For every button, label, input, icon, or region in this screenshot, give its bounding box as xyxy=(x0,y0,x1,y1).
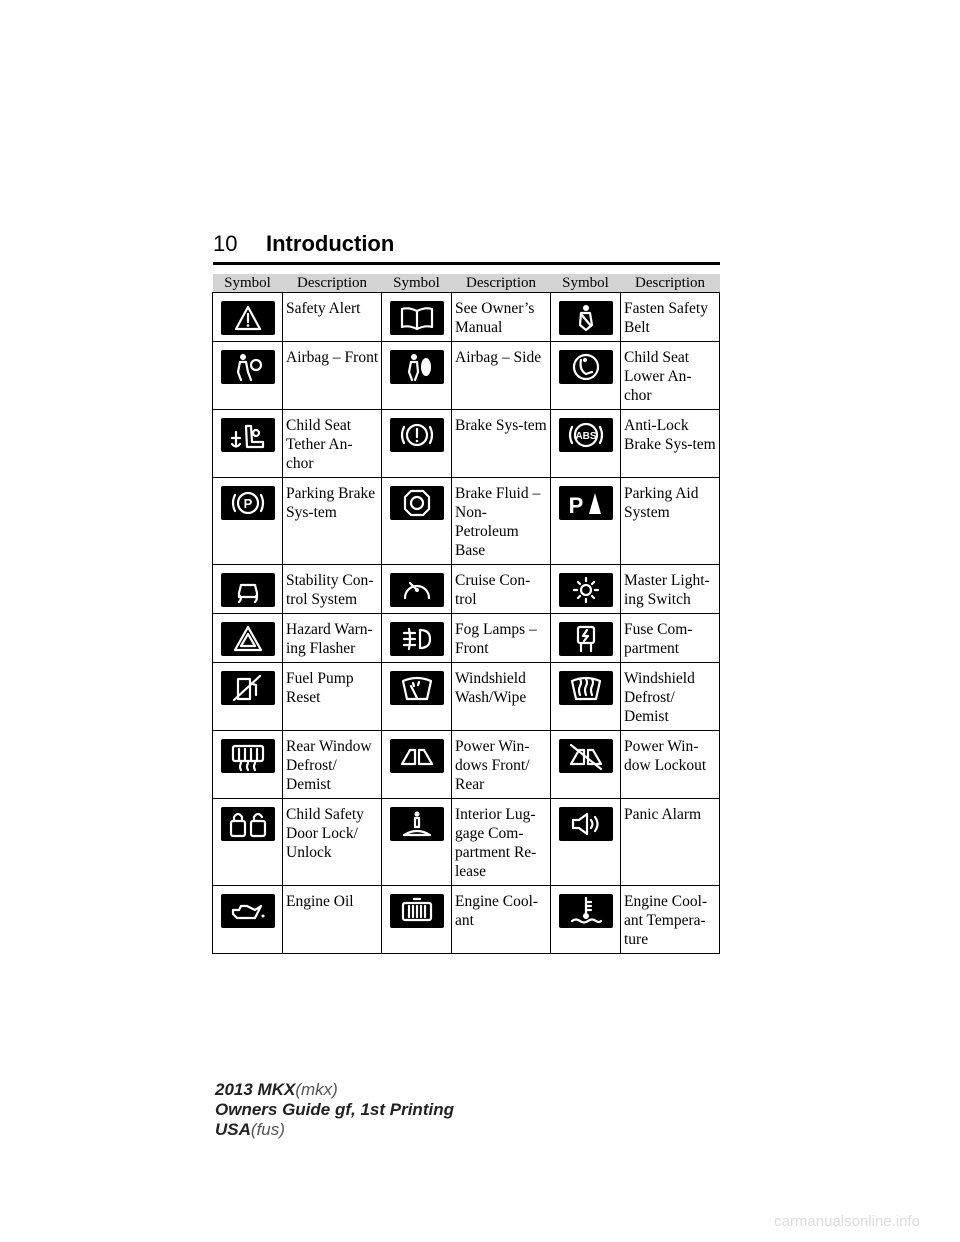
description-cell: Fasten Safety Belt xyxy=(621,293,720,342)
footer-market: USA xyxy=(215,1120,251,1139)
footer-guide: Owners Guide gf, 1st Printing xyxy=(215,1100,454,1119)
description-cell: Stability Con-trol System xyxy=(283,565,382,614)
column-header: Description xyxy=(621,274,720,293)
description-cell: Windshield Wash/Wipe xyxy=(452,663,551,731)
windshield-defrost-icon xyxy=(559,671,613,705)
svg-text:P: P xyxy=(243,496,252,511)
column-header: Symbol xyxy=(382,274,452,293)
engine-oil-icon xyxy=(221,894,275,928)
page-header xyxy=(213,230,720,265)
symbol-cell xyxy=(213,565,283,614)
warning-triangle-icon xyxy=(221,301,275,335)
airbag-front-icon xyxy=(221,350,275,384)
table-row xyxy=(213,799,720,886)
symbol-cell xyxy=(382,293,452,342)
symbol-cell xyxy=(551,478,621,565)
column-header: Symbol xyxy=(213,274,283,293)
symbol-cell xyxy=(382,410,452,478)
description-cell: Engine Oil xyxy=(283,886,382,954)
description-cell: Brake Sys-tem xyxy=(452,410,551,478)
table-row xyxy=(213,731,720,799)
footer-model-code: (mkx) xyxy=(295,1080,338,1099)
table-header-row xyxy=(213,274,720,293)
description-cell: Master Light-ing Switch xyxy=(621,565,720,614)
child-lock-icon xyxy=(221,807,275,841)
table-row xyxy=(213,342,720,410)
svg-text:P: P xyxy=(568,493,583,518)
power-windows-icon xyxy=(390,739,444,773)
symbol-cell xyxy=(213,886,283,954)
description-cell: Engine Cool-ant xyxy=(452,886,551,954)
symbols-table xyxy=(212,274,720,954)
description-cell: Child Seat Tether An-chor xyxy=(283,410,382,478)
description-cell: Power Win-dow Lockout xyxy=(621,731,720,799)
description-cell: Fuse Com-partment xyxy=(621,614,720,663)
description-cell: Panic Alarm xyxy=(621,799,720,886)
symbol-cell xyxy=(213,342,283,410)
description-cell: Fog Lamps – Front xyxy=(452,614,551,663)
symbol-cell xyxy=(213,731,283,799)
trunk-release-icon xyxy=(390,807,444,841)
parking-aid-icon xyxy=(559,486,613,520)
seatbelt-icon xyxy=(559,301,613,335)
rear-defrost-icon xyxy=(221,739,275,773)
footer-model: 2013 MKX xyxy=(215,1080,296,1099)
symbol-cell xyxy=(551,731,621,799)
table-row xyxy=(213,565,720,614)
description-cell: Parking Aid System xyxy=(621,478,720,565)
description-cell: Airbag – Front xyxy=(283,342,382,410)
description-cell: Rear Window Defrost/ Demist xyxy=(283,731,382,799)
symbol-cell xyxy=(213,614,283,663)
fuse-icon xyxy=(559,622,613,656)
page-number: 10 xyxy=(213,231,238,256)
table-row xyxy=(213,614,720,663)
description-cell: Power Win-dows Front/ Rear xyxy=(452,731,551,799)
description-cell: Windshield Defrost/ Demist xyxy=(621,663,720,731)
description-cell: Airbag – Side xyxy=(452,342,551,410)
description-cell: Hazard Warn-ing Flasher xyxy=(283,614,382,663)
symbol-cell xyxy=(382,731,452,799)
abs-icon xyxy=(559,418,613,452)
svg-text:ABS: ABS xyxy=(574,431,597,442)
table-row xyxy=(213,410,720,478)
symbol-cell xyxy=(382,565,452,614)
coolant-temp-icon xyxy=(559,894,613,928)
symbol-cell xyxy=(213,478,283,565)
symbol-cell xyxy=(551,886,621,954)
description-cell: Cruise Con-trol xyxy=(452,565,551,614)
parking-brake-icon xyxy=(221,486,275,520)
table-row xyxy=(213,478,720,565)
window-lockout-icon xyxy=(559,739,613,773)
brake-fluid-icon xyxy=(390,486,444,520)
table-row xyxy=(213,886,720,954)
symbol-cell xyxy=(382,342,452,410)
cruise-control-icon xyxy=(390,573,444,607)
symbol-cell xyxy=(551,663,621,731)
symbol-cell xyxy=(382,614,452,663)
column-header: Symbol xyxy=(551,274,621,293)
symbol-cell xyxy=(551,614,621,663)
child-seat-anchor-icon xyxy=(559,350,613,384)
description-cell: Interior Lug-gage Com-partment Re-lease xyxy=(452,799,551,886)
symbol-cell xyxy=(551,565,621,614)
table-row xyxy=(213,663,720,731)
brake-system-icon xyxy=(390,418,444,452)
description-cell: Brake Fluid – Non-Petroleum Base xyxy=(452,478,551,565)
description-cell: Child Safety Door Lock/ Unlock xyxy=(283,799,382,886)
engine-coolant-icon xyxy=(390,894,444,928)
symbol-cell xyxy=(382,478,452,565)
table-row xyxy=(213,293,720,342)
column-header: Description xyxy=(283,274,382,293)
symbol-cell xyxy=(213,293,283,342)
symbol-cell xyxy=(551,293,621,342)
description-cell: Parking Brake Sys-tem xyxy=(283,478,382,565)
symbol-cell xyxy=(382,886,452,954)
child-seat-tether-icon xyxy=(221,418,275,452)
description-cell: Safety Alert xyxy=(283,293,382,342)
fuel-pump-reset-icon xyxy=(221,671,275,705)
description-cell: Child Seat Lower An-chor xyxy=(621,342,720,410)
description-cell: Anti-Lock Brake Sys-tem xyxy=(621,410,720,478)
panic-alarm-icon xyxy=(559,807,613,841)
fog-lamp-icon xyxy=(390,622,444,656)
description-cell: Engine Cool-ant Tempera-ture xyxy=(621,886,720,954)
symbol-cell xyxy=(551,410,621,478)
symbol-cell xyxy=(551,342,621,410)
windshield-wash-icon xyxy=(390,671,444,705)
stability-control-icon xyxy=(221,573,275,607)
symbol-cell xyxy=(382,663,452,731)
description-cell: See Owner’s Manual xyxy=(452,293,551,342)
description-cell: Fuel Pump Reset xyxy=(283,663,382,731)
footer-market-code: (fus) xyxy=(250,1120,285,1139)
master-lighting-icon xyxy=(559,573,613,607)
column-header: Description xyxy=(452,274,551,293)
section-title: Introduction xyxy=(266,231,395,256)
watermark: carmanualsonline.info xyxy=(774,1213,920,1230)
symbol-cell xyxy=(213,410,283,478)
print-footer xyxy=(215,1080,454,1140)
symbol-cell xyxy=(213,799,283,886)
symbol-cell xyxy=(551,799,621,886)
symbol-cell xyxy=(382,799,452,886)
airbag-side-icon xyxy=(390,350,444,384)
book-icon xyxy=(390,301,444,335)
hazard-icon xyxy=(221,622,275,656)
symbol-cell xyxy=(213,663,283,731)
